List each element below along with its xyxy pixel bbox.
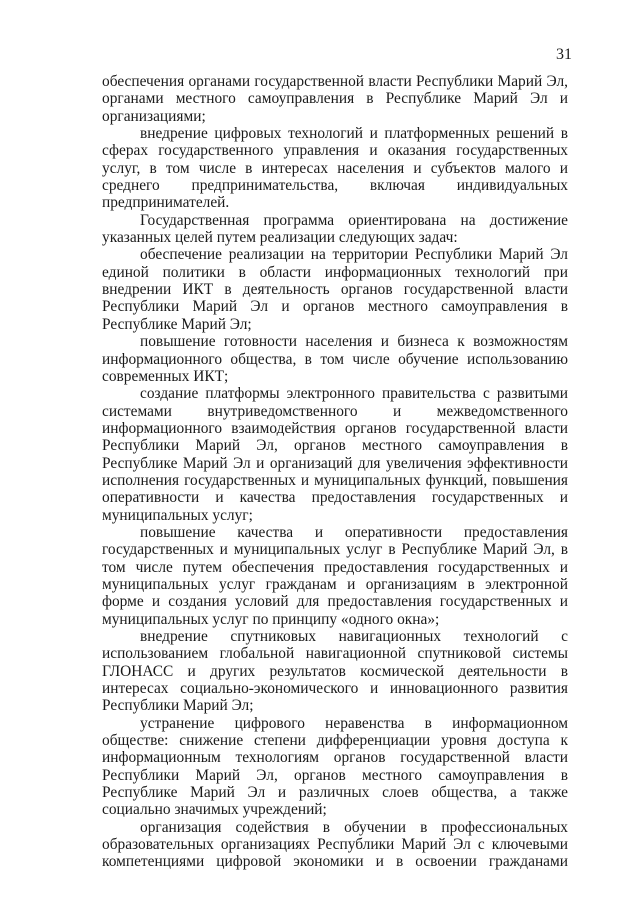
paragraph-continuation: обеспечения органами государственной власти Республики Марий Эл, органами местного самоуправления в Республике Марий Эл и организациями; — [102, 73, 568, 125]
paragraph-task-glonass: внедрение спутниковых навигационных технологий с использованием глобальной навигационной спутниковой системы ГЛОНАСС и других результатов космической деятельности в интересах социально-экономического и инновационного развития Республики Марий Эл; — [102, 628, 568, 715]
paragraph-task-education: организация содействия в обучении в профессиональных образовательных организациях Республики Марий Эл с ключевыми компетенциями цифровой экономики и в освоении гражданами — [102, 818, 568, 871]
paragraph-task-readiness: повышение готовности населения и бизнеса к возможностям информационного общества, в том числе обучение использованию современных ИКТ; — [102, 333, 568, 385]
document-text — [102, 73, 568, 871]
paragraph-task-digital-inequality: устранение цифрового неравенства в информационном обществе: снижение степени дифференциации уровня доступа к информационным технологиям органов государственной власти Республики Марий Эл, органов местного самоуправления в Республике Марий Эл и различных слоев общества, а также социально значимых учреждений; — [102, 714, 568, 819]
paragraph-digital-technologies: внедрение цифровых технологий и платформенных решений в сферах государственного управления и оказания государственных услуг, в том числе в интересах населения и субъектов малого и среднего предпринимательства, включая индивидуальных предпринимателей. — [102, 125, 568, 212]
paragraph-task-service-quality: повышение качества и оперативности предоставления государственных и муниципальных услуг в Республике Марий Эл, в том числе путем обеспечения предоставления государственных и муниципальных услуг гражданам и организациям в электронной форме и создания условий для предоставления государственных и муниципальных услуг по принципу «одного окна»; — [102, 523, 568, 628]
paragraph-program-tasks-intro: Государственная программа ориентирована на достижение указанных целей путем реализации следующих задач: — [102, 211, 568, 247]
page-number: 31 — [556, 46, 572, 63]
paragraph-task-unified-policy: обеспечение реализации на территории Республики Марий Эл единой политики в области информационных технологий при внедрении ИКТ в деятельность органов государственной власти Республики Марий Эл и органов местного самоуправления в Республике Марий Эл; — [102, 246, 568, 333]
paragraph-task-e-government: создание платформы электронного правительства с развитыми системами внутриведомственного и межведомственного информационного взаимодействия органов государственной власти Республики Марий Эл, органов местного самоуправления в Республике Марий Эл и организаций для увеличения эффективности исполнения государственных и муниципальных функций, повышения оперативности и качества предоставления государственных и муниципальных услуг; — [102, 385, 568, 524]
